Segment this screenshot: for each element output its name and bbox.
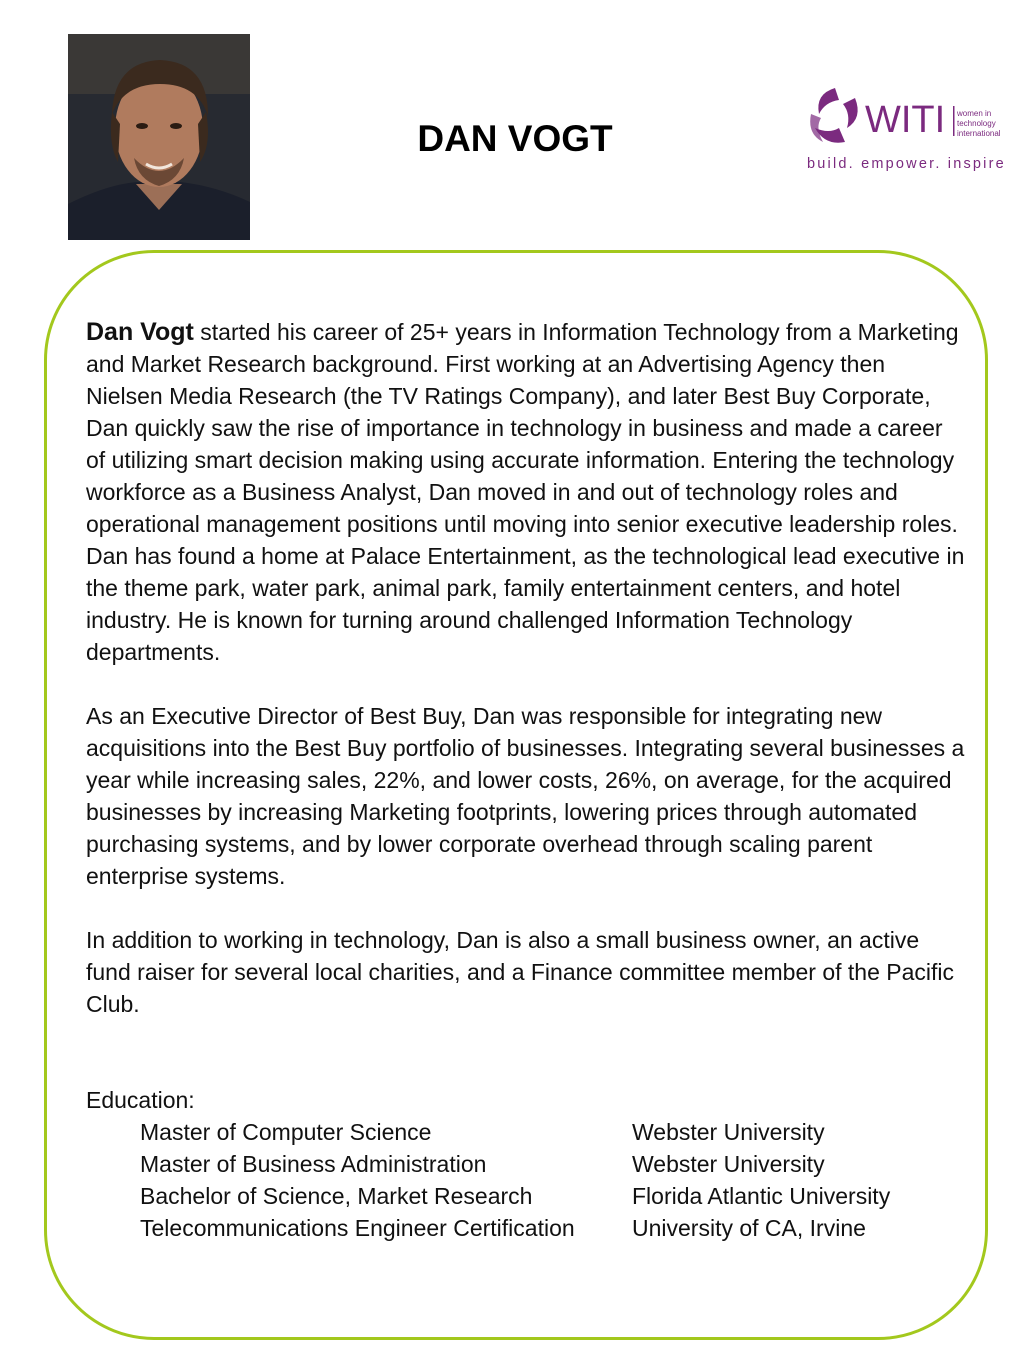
bio-paragraph-1 (86, 316, 966, 668)
education-heading: Education: (86, 1087, 195, 1113)
education-row (140, 1116, 966, 1148)
education-row (140, 1212, 966, 1244)
bio-name: Dan Vogt (86, 318, 194, 346)
svg-text:women in: women in (957, 109, 992, 118)
education-school: Webster University (632, 1151, 825, 1177)
portrait-image (68, 34, 250, 240)
education-degree: Master of Business Administration (140, 1151, 487, 1177)
bio-paragraph-2: As an Executive Director of Best Buy, Dan was responsible for integrating new acquisitions into the Best Buy portfolio of businesses. Integrating several businesses a year while increasing sales, 22%, and lower costs, 26%, on average, for the acquired businesses by increasing Marketing footprints, lowering prices through automated purchasing systems, and by lower corporate overhead through scaling parent enterprise systems. (86, 703, 965, 889)
education-row (140, 1148, 966, 1180)
education-degree: Telecommunications Engineer Certification (140, 1215, 575, 1241)
svg-text:WITI: WITI (865, 99, 946, 141)
bio-intro-text: started his career of 25+ years in Information Technology from a Marketing and Market Research background. First working at an Advertising Agency then Nielsen Media Research (the TV Ratings Company), and later Best Buy Corporate, Dan quickly saw the rise of importance in technology in business and made a career of utilizing smart decision making using accurate information. Entering the technology workforce as a Business Analyst, Dan moved in and out of technology roles and operational management positions until moving into senior executive leadership roles. Dan has found a home at Palace Entertainment, as the technological lead executive in the theme park, water park, animal park, family entertainment centers, and hotel industry. He is known for turning around challenged Information Technology departments. (86, 319, 965, 665)
education-list (140, 1116, 966, 1244)
education-school: Webster University (632, 1119, 825, 1145)
svg-text:international: international (957, 129, 1001, 138)
profile-photo (68, 34, 250, 240)
witi-logo (805, 84, 1005, 176)
bio-paragraph-3: In addition to working in technology, Dan is also a small business owner, an active fund raiser for several local charities, and a Finance committee member of the Pacific Club. (86, 927, 954, 1017)
education-degree: Bachelor of Science, Market Research (140, 1183, 533, 1209)
witi-logo-mark (805, 84, 1005, 176)
svg-text:technology: technology (957, 119, 996, 128)
education-school: University of CA, Irvine (632, 1215, 866, 1241)
education-school: Florida Atlantic University (632, 1183, 891, 1209)
svg-text:build. empower. inspire.: build. empower. inspire. (807, 156, 1005, 172)
bio-content (86, 316, 966, 1244)
education-degree: Master of Computer Science (140, 1119, 432, 1145)
education-row (140, 1180, 966, 1212)
page-title: DAN VOGT (417, 118, 613, 159)
